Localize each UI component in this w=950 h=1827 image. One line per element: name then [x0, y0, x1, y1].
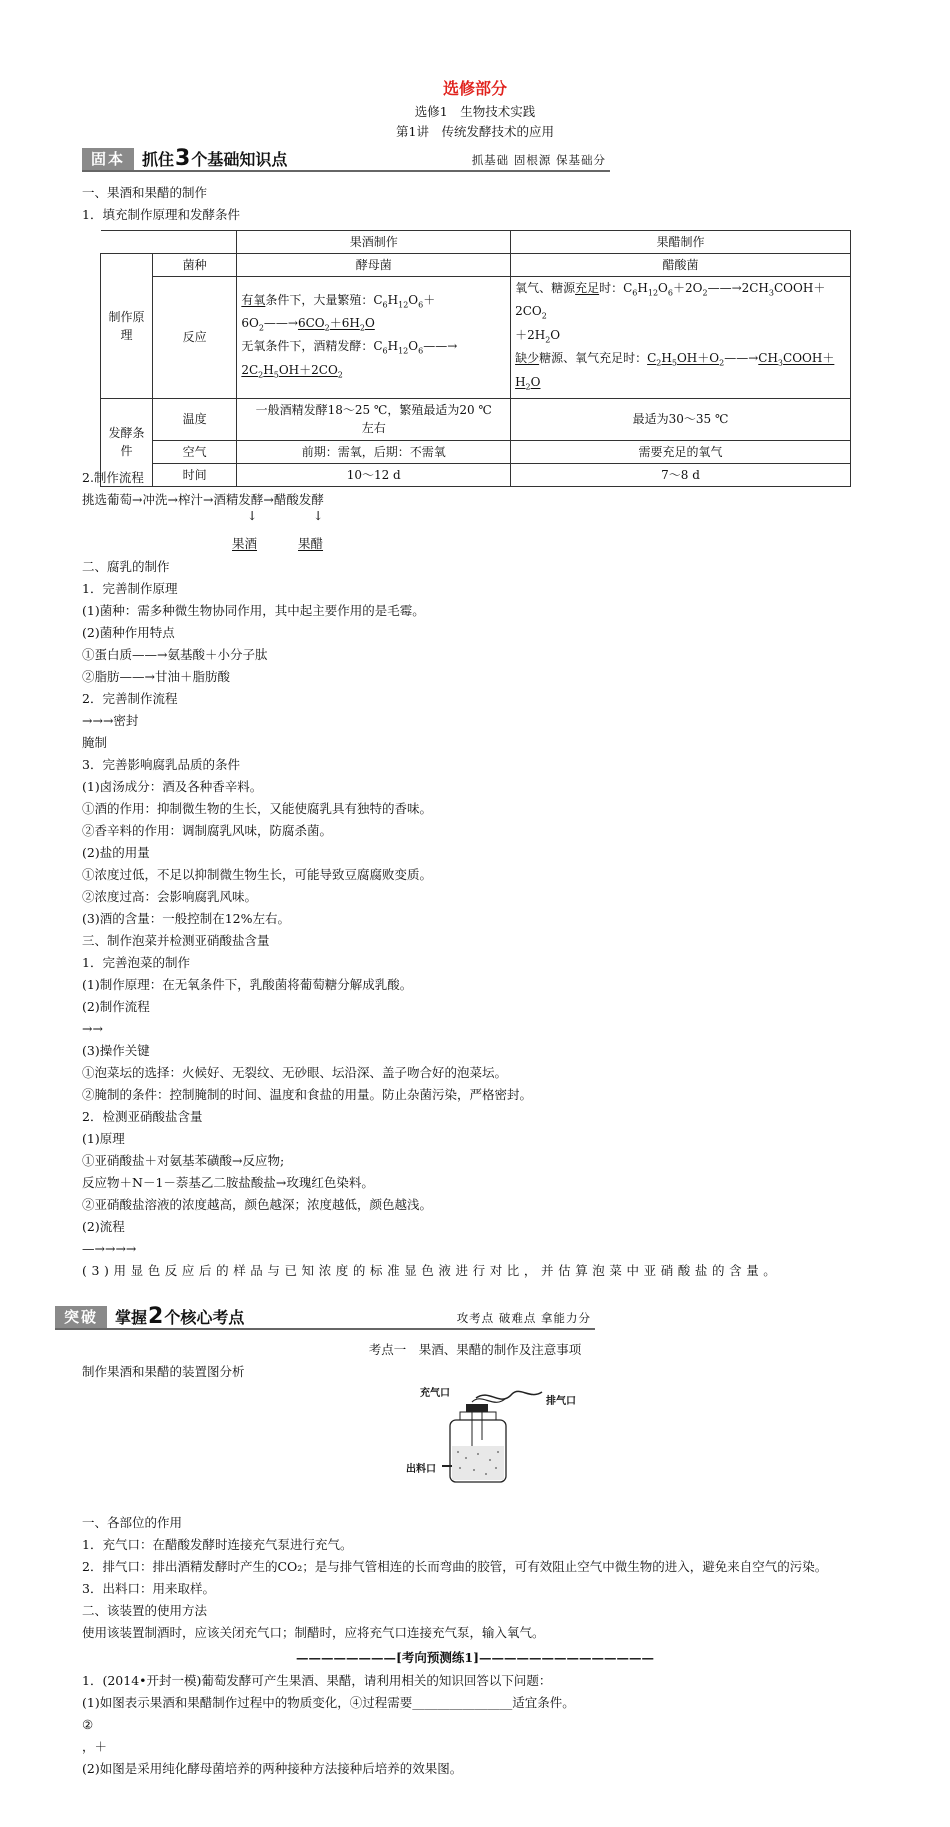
line: ①浓度过低，不足以抑制微生物生长，可能导致豆腐腐败变质。 — [82, 867, 433, 882]
row-label-air: 空气 — [152, 440, 236, 463]
lecture-title: 第1讲 传统发酵技术的应用 — [396, 124, 554, 139]
line: 1．完善制作原理 — [82, 581, 178, 596]
line: ②香辛料的作用：调制腐乳风味，防腐杀菌。 — [82, 823, 333, 838]
banner-tag: 固本 — [82, 148, 134, 170]
apparatus-notes — [82, 1512, 827, 1644]
section-banner-basics — [82, 148, 610, 172]
line: 1．充气口：在醋酸发酵时连接充气泵进行充气。 — [82, 1537, 353, 1552]
section-sufu — [82, 556, 432, 930]
row-header-principle: 制作原理 — [101, 254, 153, 399]
line: (1)制作原理：在无氧条件下，乳酸菌将葡萄糖分解成乳酸。 — [82, 977, 413, 992]
line: 2．检测亚硝酸盐含量 — [82, 1109, 203, 1124]
cell-time-vinegar: 7～8 d — [511, 463, 851, 486]
cell-strain-vinegar: 醋酸菌 — [511, 254, 851, 277]
output-vinegar: 果醋 — [298, 536, 324, 551]
row-label-strain: 菌种 — [152, 254, 236, 277]
col-header-vinegar: 果醋制作 — [511, 231, 851, 254]
line: 二、该装置的使用方法 — [82, 1603, 208, 1618]
line: (2)如图是采用纯化酵母菌培养的两种接种方法接种后培养的效果图。 — [82, 1761, 463, 1776]
line: ②亚硝酸盐溶液的浓度越高，颜色越深；浓度越低，颜色越浅。 — [82, 1197, 433, 1212]
paragraph: 制作果酒和果醋的装置图分析 — [82, 1364, 245, 1379]
line: 2．完善制作流程 — [82, 691, 178, 706]
page-title: 选修部分 — [442, 79, 507, 98]
line: (2)菌种作用特点 — [82, 625, 175, 640]
banner-title: 抓住3个基础知识点 — [142, 146, 288, 171]
line: 反应物＋N－1－萘基乙二胺盐酸盐→玫瑰红色染料。 — [82, 1175, 374, 1190]
fig-label-gas-outlet: 排气口 — [546, 1396, 576, 1407]
exam-point-title: 考点一 果酒、果醋的制作及注意事项 — [368, 1342, 582, 1357]
cell-air-vinegar: 需要充足的氧气 — [511, 440, 851, 463]
line: 二、腐乳的制作 — [82, 559, 170, 574]
line: (1)菌种：需多种微生物协同作用，其中起主要作用的是毛霉。 — [82, 603, 425, 618]
line: (1)原理 — [82, 1131, 125, 1146]
down-arrow-icon: ↓ — [247, 508, 258, 523]
fermentation-apparatus-figure — [406, 1380, 600, 1490]
line: (1)卤汤成分：酒及各种香辛料。 — [82, 779, 263, 794]
output-wine: 果酒 — [232, 536, 258, 551]
paragraph: 1．填充制作原理和发酵条件 — [82, 207, 240, 222]
line: (1)如图表示果酒和果醋制作过程中的物质变化，④过程需要________________适宜条件。 — [82, 1695, 575, 1710]
col-header-wine: 果酒制作 — [237, 231, 511, 254]
process-flow: 挑选葡萄→冲洗→榨汁→酒精发酵→醋酸发酵 — [82, 492, 324, 507]
line: ①泡菜坛的选择：火候好、无裂纹、无砂眼、坛沿深、盖子吻合好的泡菜坛。 — [82, 1065, 508, 1080]
row-label-reaction: 反应 — [152, 277, 236, 399]
line: 一、各部位的作用 — [82, 1515, 183, 1530]
fig-label-outlet: 出料口 — [406, 1464, 436, 1475]
line: ①酒的作用：抑制微生物的生长，又能使腐乳具有独特的香味。 — [82, 801, 433, 816]
section-pickle — [82, 930, 780, 1282]
line: →→ — [82, 1021, 103, 1036]
practice-heading: ————————[考向预测练1]—————————————— — [295, 1650, 655, 1665]
line: ②腌制的条件：控制腌制的时间、温度和食盐的用量。防止杂菌污染，严格密封。 — [82, 1087, 533, 1102]
line: →→→密封 — [82, 713, 139, 728]
module-subtitle: 选修1 生物技术实践 — [414, 104, 536, 119]
line: 腌制 — [82, 735, 108, 750]
banner-slogan: 抓基础 固根源 保基础分 — [471, 153, 606, 167]
cell-air-wine: 前期：需氧，后期：不需氧 — [237, 440, 511, 463]
row-header-ferment: 发酵条件 — [101, 398, 153, 486]
banner-slogan: 攻考点 破难点 拿能力分 — [456, 1311, 591, 1325]
row-label-temp: 温度 — [152, 398, 236, 440]
line: (3)酒的含量：一般控制在12%左右。 — [82, 911, 290, 926]
line: 使用该装置制酒时，应该关闭充气口；制醋时，应将充气口连接充气泵，输入氧气。 — [82, 1625, 545, 1640]
line: ② — [82, 1717, 94, 1732]
line: 2．排气口：排出酒精发酵时产生的CO₂；是与排气管相连的长而弯曲的胶管，可有效阻止空气中微生物的进入，避免来自空气的污染。 — [82, 1559, 828, 1574]
wine-vinegar-table — [100, 230, 851, 487]
line: ，＋ — [82, 1739, 108, 1754]
line: 三、制作泡菜并检测亚硝酸盐含量 — [82, 933, 270, 948]
line: (2)流程 — [82, 1219, 125, 1234]
line: ②浓度过高：会影响腐乳风味。 — [82, 889, 258, 904]
question-1 — [82, 1670, 575, 1780]
cell-strain-wine: 酵母菌 — [237, 254, 511, 277]
banner-tag: 突破 — [55, 1306, 107, 1328]
line: (2)盐的用量 — [82, 845, 150, 860]
section-banner-core — [55, 1306, 595, 1330]
row-label-time: 时间 — [152, 463, 236, 486]
cell-time-wine: 10～12 d — [237, 463, 511, 486]
banner-title: 掌握2个核心考点 — [115, 1304, 245, 1329]
section-heading: 一、果酒和果醋的制作 — [82, 185, 208, 200]
cell-temp-wine: 一般酒精发酵18～25 ℃，繁殖最适为20 ℃ 左右 — [237, 398, 511, 440]
paragraph: 2.制作流程 — [82, 470, 144, 485]
line: ①亚硝酸盐＋对氨基苯磺酸→反应物; — [82, 1153, 285, 1168]
line: 3．完善影响腐乳品质的条件 — [82, 757, 240, 772]
cell-temp-vinegar: 最适为30～35 ℃ — [511, 398, 851, 440]
fig-label-air-inlet: 充气口 — [420, 1388, 450, 1399]
line: ②脂肪——→甘油＋脂肪酸 — [82, 669, 230, 684]
line: (2)制作流程 — [82, 999, 150, 1014]
down-arrow-icon: ↓ — [313, 508, 324, 523]
cell-reaction-wine: 有氧条件下，大量繁殖：$C_6H_{12}O_6+$ $6O_2——\to 6CO_2+6H_2O$ 无氧条件下，酒精发酵：$C_6H_{12}O_6——\to$ $2C_2H_5OH+2CO_2$ — [237, 277, 511, 399]
line: 1．(2014•开封一模)葡萄发酵可产生果酒、果醋，请利用相关的知识回答以下问题： — [82, 1673, 552, 1688]
cell-reaction-vinegar: 氧气、糖源充足时：$C_6H_{12}O_6+2O_2——\to 2CH_3COOH+2CO_2$ $+2H_2O$ 缺少糖源、氧气充足时：$C_2H_5OH+O_2——\to CH_3COOH+$ $H_2O$ — [511, 277, 851, 399]
line: 3．出料口：用来取样。 — [82, 1581, 215, 1596]
line: ①蛋白质——→氨基酸＋小分子肽 — [82, 647, 268, 662]
line: —→→→→ — [82, 1241, 137, 1256]
line: (3)用显色反应后的样品与已知浓度的标准显色液进行对比，并估算泡菜中亚硝酸盐的含量。 — [82, 1263, 781, 1278]
line: (3)操作关键 — [82, 1043, 150, 1058]
line: 1．完善泡菜的制作 — [82, 955, 190, 970]
